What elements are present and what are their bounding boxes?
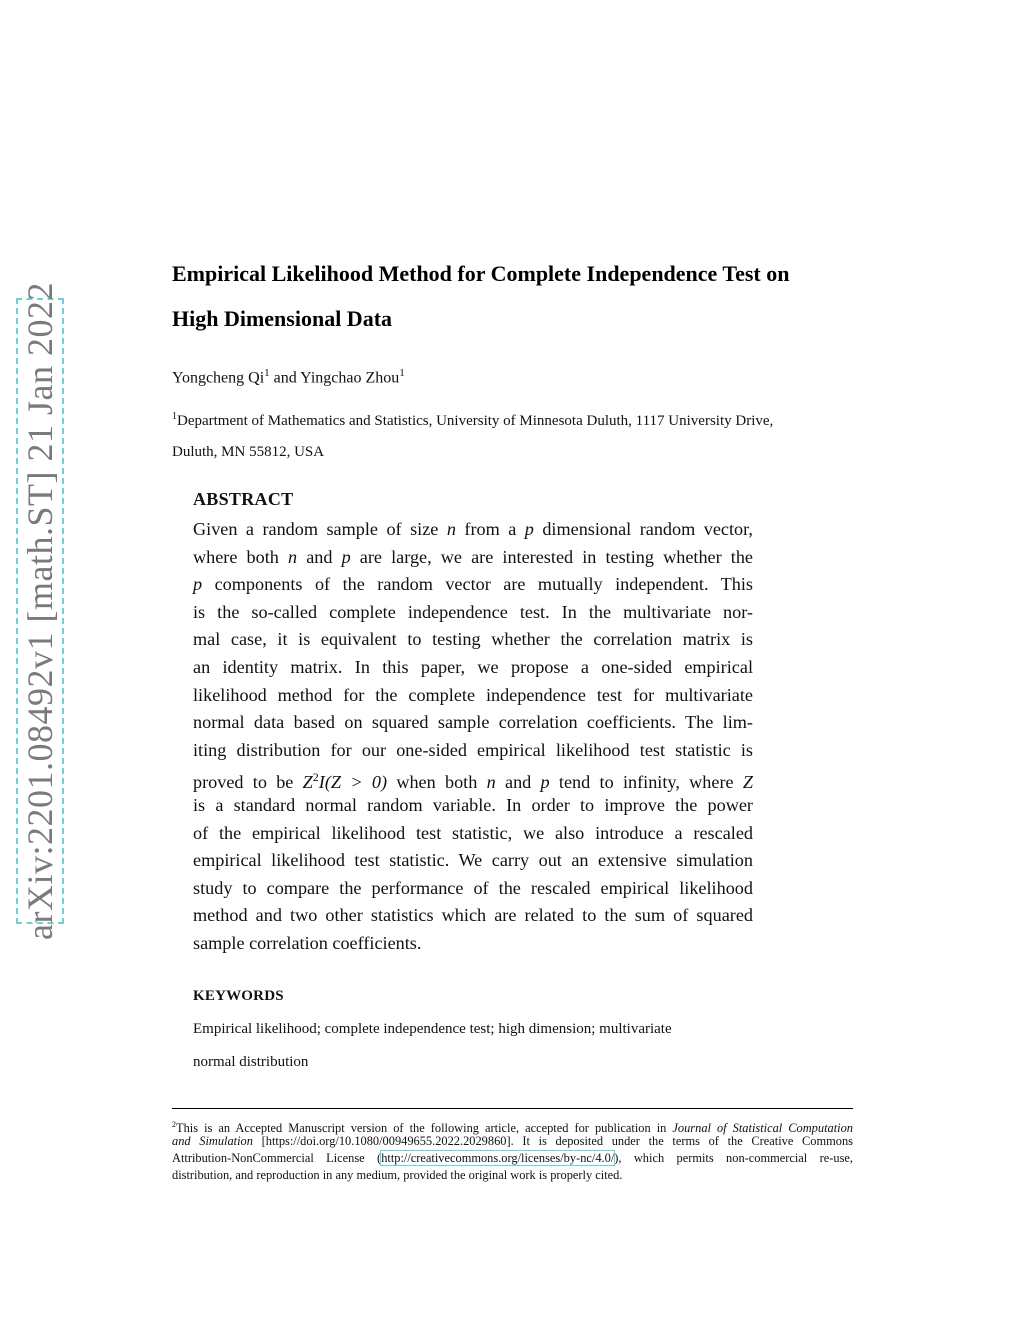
affiliation-line-1 — [172, 411, 773, 430]
abstract-line: empirical likelihood test statistic. We carry out an extensive simulation — [193, 850, 753, 871]
abstract-body — [193, 516, 753, 958]
abstract-line: iting distribution for our one-sided empirical likelihood test statistic is — [193, 739, 753, 760]
paper-title-line-1: Empirical Likelihood Method for Complete Independence Test on — [172, 261, 790, 286]
math-var: p — [193, 574, 203, 595]
affiliation-mark: 1 — [172, 411, 177, 422]
author-affiliation-mark: 1 — [264, 367, 270, 379]
footnote-text: Attribution-NonCommercial License ( — [172, 1151, 382, 1165]
abstract-line: likelihood method for the complete independence test for multivariate — [193, 684, 753, 705]
abstract-line — [193, 764, 753, 792]
abstract-text: when both — [387, 772, 487, 793]
footnote-line — [172, 1116, 853, 1136]
affiliation-line-2: Duluth, MN 55812, USA — [172, 444, 325, 460]
abstract-text: are large, we are interested in testing whether the — [350, 546, 753, 567]
author-list — [172, 367, 405, 387]
abstract-line: sample correlation coefficients. — [193, 932, 422, 953]
journal-name: Journal of Statistical Computation — [672, 1121, 853, 1136]
footnote-line: distribution, and reproduction in any medium, provided the original work is properly cited. — [172, 1168, 623, 1182]
abstract-text: where both — [193, 546, 288, 567]
footnote-mark: 2 — [172, 1120, 176, 1129]
author-name: Yongcheng Qi — [172, 369, 265, 387]
author-affiliation-mark: 1 — [399, 367, 405, 379]
abstract-line — [193, 571, 753, 599]
abstract-line: is a standard normal random variable. In order to improve the power — [193, 794, 753, 815]
abstract-text: proved to be — [193, 772, 303, 793]
abstract-text: components of the random vector are mutually independent. This — [202, 574, 753, 595]
abstract-line — [193, 516, 753, 544]
math-expression: (Z > 0) — [324, 772, 388, 793]
keywords-line-1: Empirical likelihood; complete independence test; high dimension; multivariate — [193, 1021, 672, 1037]
arxiv-id-text: arXiv:2201.08492v1 [math.ST] 21 Jan 2022 — [20, 282, 60, 940]
author-connector: and — [269, 369, 301, 387]
math-var: p — [341, 546, 351, 567]
abstract-text: from a — [455, 519, 525, 539]
abstract-heading: ABSTRACT — [193, 489, 294, 509]
abstract-text: and — [495, 772, 541, 793]
abstract-text: Given a random sample of size — [193, 519, 447, 539]
footnote-text: This is an Accepted Manuscript version of the following article, accepted for publication in — [176, 1121, 673, 1136]
author-name: Yingchao Zhou — [300, 369, 400, 387]
footnote-text: ), which permits non-commercial re-use, — [614, 1151, 853, 1165]
abstract-line: an identity matrix. In this paper, we propose a one-sided empirical — [193, 656, 753, 677]
math-var: I — [318, 772, 325, 793]
abstract-line: study to compare the performance of the rescaled empirical likelihood — [193, 877, 753, 898]
license-link[interactable]: http://creativecommons.org/licenses/by-nc/4.0/ — [381, 1151, 615, 1165]
math-exponent: 2 — [312, 770, 319, 785]
abstract-text: and — [297, 546, 342, 567]
keywords-line-2: normal distribution — [193, 1054, 309, 1070]
abstract-line: method and two other statistics which are related to the sum of squared — [193, 905, 753, 926]
abstract-text: tend to infinity, where — [549, 772, 743, 793]
footnote — [172, 1116, 853, 1184]
abstract-line: normal data based on squared sample correlation coefficients. The lim- — [193, 712, 753, 733]
math-var: p — [524, 519, 534, 539]
math-var: Z — [302, 772, 313, 793]
keywords-heading: KEYWORDS — [193, 988, 284, 1004]
abstract-line — [193, 544, 753, 572]
abstract-line: is the so-called complete independence test. In the multivariate nor- — [193, 601, 753, 622]
abstract-text: dimensional random vector, — [533, 519, 753, 539]
paper-title-line-2: High Dimensional Data — [172, 306, 393, 331]
arxiv-stamp[interactable] — [16, 282, 64, 940]
math-var: n — [446, 519, 456, 539]
footnote-divider — [172, 1108, 853, 1109]
footnote-line — [172, 1133, 853, 1150]
footnote-line — [172, 1150, 853, 1167]
abstract-line: of the empirical likelihood test statistic, we also introduce a rescaled — [193, 822, 753, 843]
footnote-text: [https://doi.org/10.1080/00949655.2022.2029860]. It is deposited under the terms of the Creative Commons — [252, 1134, 853, 1148]
math-var: n — [486, 772, 496, 793]
math-var: Z — [742, 772, 753, 793]
abstract-line: mal case, it is equivalent to testing whether the correlation matrix is — [193, 629, 753, 650]
affiliation-text: Department of Mathematics and Statistics, University of Minnesota Duluth, 1117 University Drive, — [177, 413, 774, 429]
math-var: p — [540, 772, 550, 793]
math-var: n — [288, 546, 298, 567]
journal-name: and Simulation — [172, 1134, 253, 1148]
